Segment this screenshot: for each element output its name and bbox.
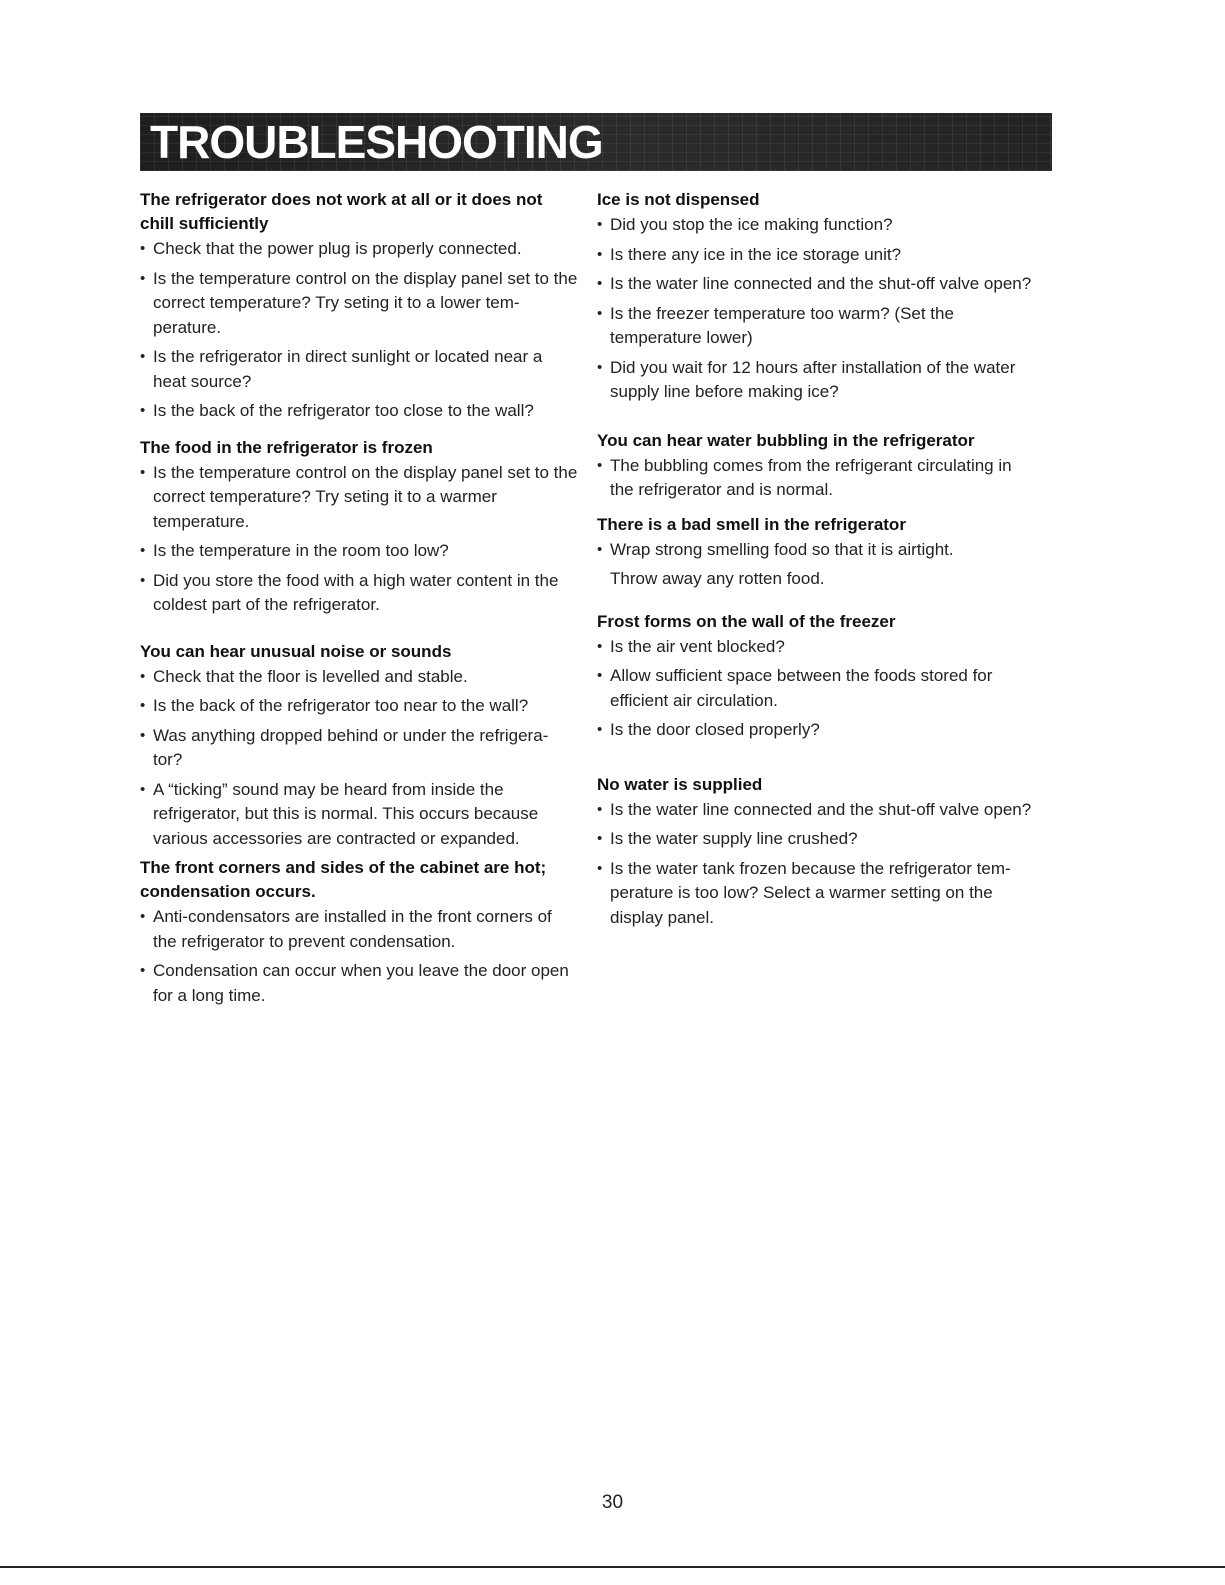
bullet-icon: • [140, 908, 146, 925]
list-item: • Is the water line connected and the shut-off valve open? [597, 272, 1037, 297]
section-heading: Frost forms on the wall of the freezer [597, 611, 896, 631]
list-item: • Did you wait for 12 hours after installation of the water supply line before making ice? [597, 357, 1016, 401]
section-bad-smell [597, 513, 1037, 592]
bullet-icon: • [597, 667, 603, 684]
list-item: • Allow sufficient space between the foods stored for efficient air circulation. [597, 666, 993, 710]
section-water-bubbling [597, 429, 1037, 503]
list-item: • Condensation can occur when you leave the door open for a long time. [140, 961, 569, 1005]
section-heading: Ice is not dispensed [597, 190, 760, 209]
section-no-water [597, 773, 1037, 931]
bullet-icon: • [140, 726, 146, 744]
bottom-rule [0, 1566, 1225, 1568]
list-item: • Is the water supply line crushed? [597, 827, 1037, 852]
section-food-frozen [140, 436, 580, 618]
list-item: • Is the back of the refrigerator too near to the wall? [140, 694, 580, 719]
list-item: • Is the freezer temperature too warm? (Set the temperature lower) [597, 303, 954, 347]
section-heading: The refrigerator does not work at all or it does not chill sufficiently [140, 190, 543, 233]
title-banner [140, 113, 1052, 171]
bullet-icon: • [597, 540, 603, 558]
list-item: • Is the refrigerator in direct sunlight or located near a heat source? [140, 347, 543, 391]
section-heading: The food in the refrigerator is frozen [140, 437, 433, 457]
section-ice-not-dispensed [597, 188, 1037, 405]
bullet-icon: • [140, 463, 146, 481]
bullet-icon: • [140, 542, 146, 559]
list-item: • Check that the floor is levelled and stable. [140, 665, 580, 690]
bullet-icon: • [140, 697, 146, 714]
section-heading: No water is supplied [597, 774, 763, 794]
bullet-icon: • [140, 240, 146, 257]
bullet-icon: • [597, 245, 603, 263]
page-number: 30 [601, 1492, 624, 1513]
list-item: • Is the air vent blocked? [597, 635, 1037, 660]
bullet-icon: • [140, 348, 146, 365]
bullet-icon: • [597, 358, 603, 376]
page-title: TROUBLESHOOTING [150, 116, 603, 168]
list-item: • Did you store the food with a high water content in the coldest part of the refrigerator. [140, 570, 559, 614]
list-item: • Was anything dropped behind or under the refrigera- tor? [140, 725, 549, 769]
list-item: Throw away any rotten food. [610, 569, 825, 588]
list-item: • Wrap strong smelling food so that it is airtight. [597, 538, 1037, 563]
list-item: • Anti-condensators are installed in the front corners of the refrigerator to prevent condensation. [140, 907, 552, 951]
bullet-icon: • [597, 830, 603, 847]
section-heading: The front corners and sides of the cabinet are hot; condensation occurs. [140, 858, 547, 901]
bullet-icon: • [140, 571, 146, 589]
section-frost [597, 610, 1037, 743]
list-item: • The bubbling comes from the refrigerant circulating in the refrigerator and is normal. [597, 455, 1012, 499]
section-heading: You can hear unusual noise or sounds [140, 641, 452, 661]
list-item: • Is the back of the refrigerator too close to the wall? [140, 399, 580, 424]
bullet-icon: • [140, 780, 146, 798]
bullet-icon: • [597, 721, 603, 738]
section-condensation [140, 856, 580, 1008]
right-column [597, 188, 1037, 935]
list-item: • Is the door closed properly? [597, 718, 1037, 743]
list-item: • Is there any ice in the ice storage unit? [597, 243, 1037, 268]
bullet-icon: • [140, 269, 146, 287]
list-item: • Is the temperature control on the display panel set to the correct temperature? Try seting it to a lower tem- perature. [140, 268, 578, 337]
left-column [140, 188, 580, 1013]
section-heading: There is a bad smell in the refrigerator [597, 514, 906, 534]
bullet-icon: • [597, 456, 603, 474]
section-noise [140, 640, 580, 852]
section-heading: You can hear water bubbling in the refrigerator [597, 430, 975, 450]
list-item: • Is the water tank frozen because the refrigerator tem- perature is too low? Select a warmer setting on the display panel. [597, 858, 1011, 927]
bullet-icon: • [140, 402, 146, 419]
bullet-icon: • [140, 667, 146, 685]
list-item: • Did you stop the ice making function? [597, 213, 1037, 238]
list-item: • A “ticking” sound may be heard from inside the refrigerator, but this is normal. This occurs because various accessories are contracted or expanded. [140, 779, 539, 848]
bullet-icon: • [140, 962, 146, 979]
bullet-icon: • [597, 859, 603, 877]
bullet-icon: • [597, 216, 603, 233]
list-item: • Check that the power plug is properly connected. [140, 237, 580, 262]
bullet-icon: • [597, 304, 603, 322]
bullet-icon: • [597, 637, 603, 655]
list-item: • Is the temperature control on the display panel set to the correct temperature? Try seting it to a warmer temperature. [140, 462, 578, 531]
bullet-icon: • [597, 275, 603, 292]
bullet-icon: • [597, 800, 603, 818]
list-item: • Is the water line connected and the shut-off valve open? [597, 798, 1037, 823]
section-no-chill [140, 188, 580, 424]
list-item: • Is the temperature in the room too low? [140, 539, 580, 564]
